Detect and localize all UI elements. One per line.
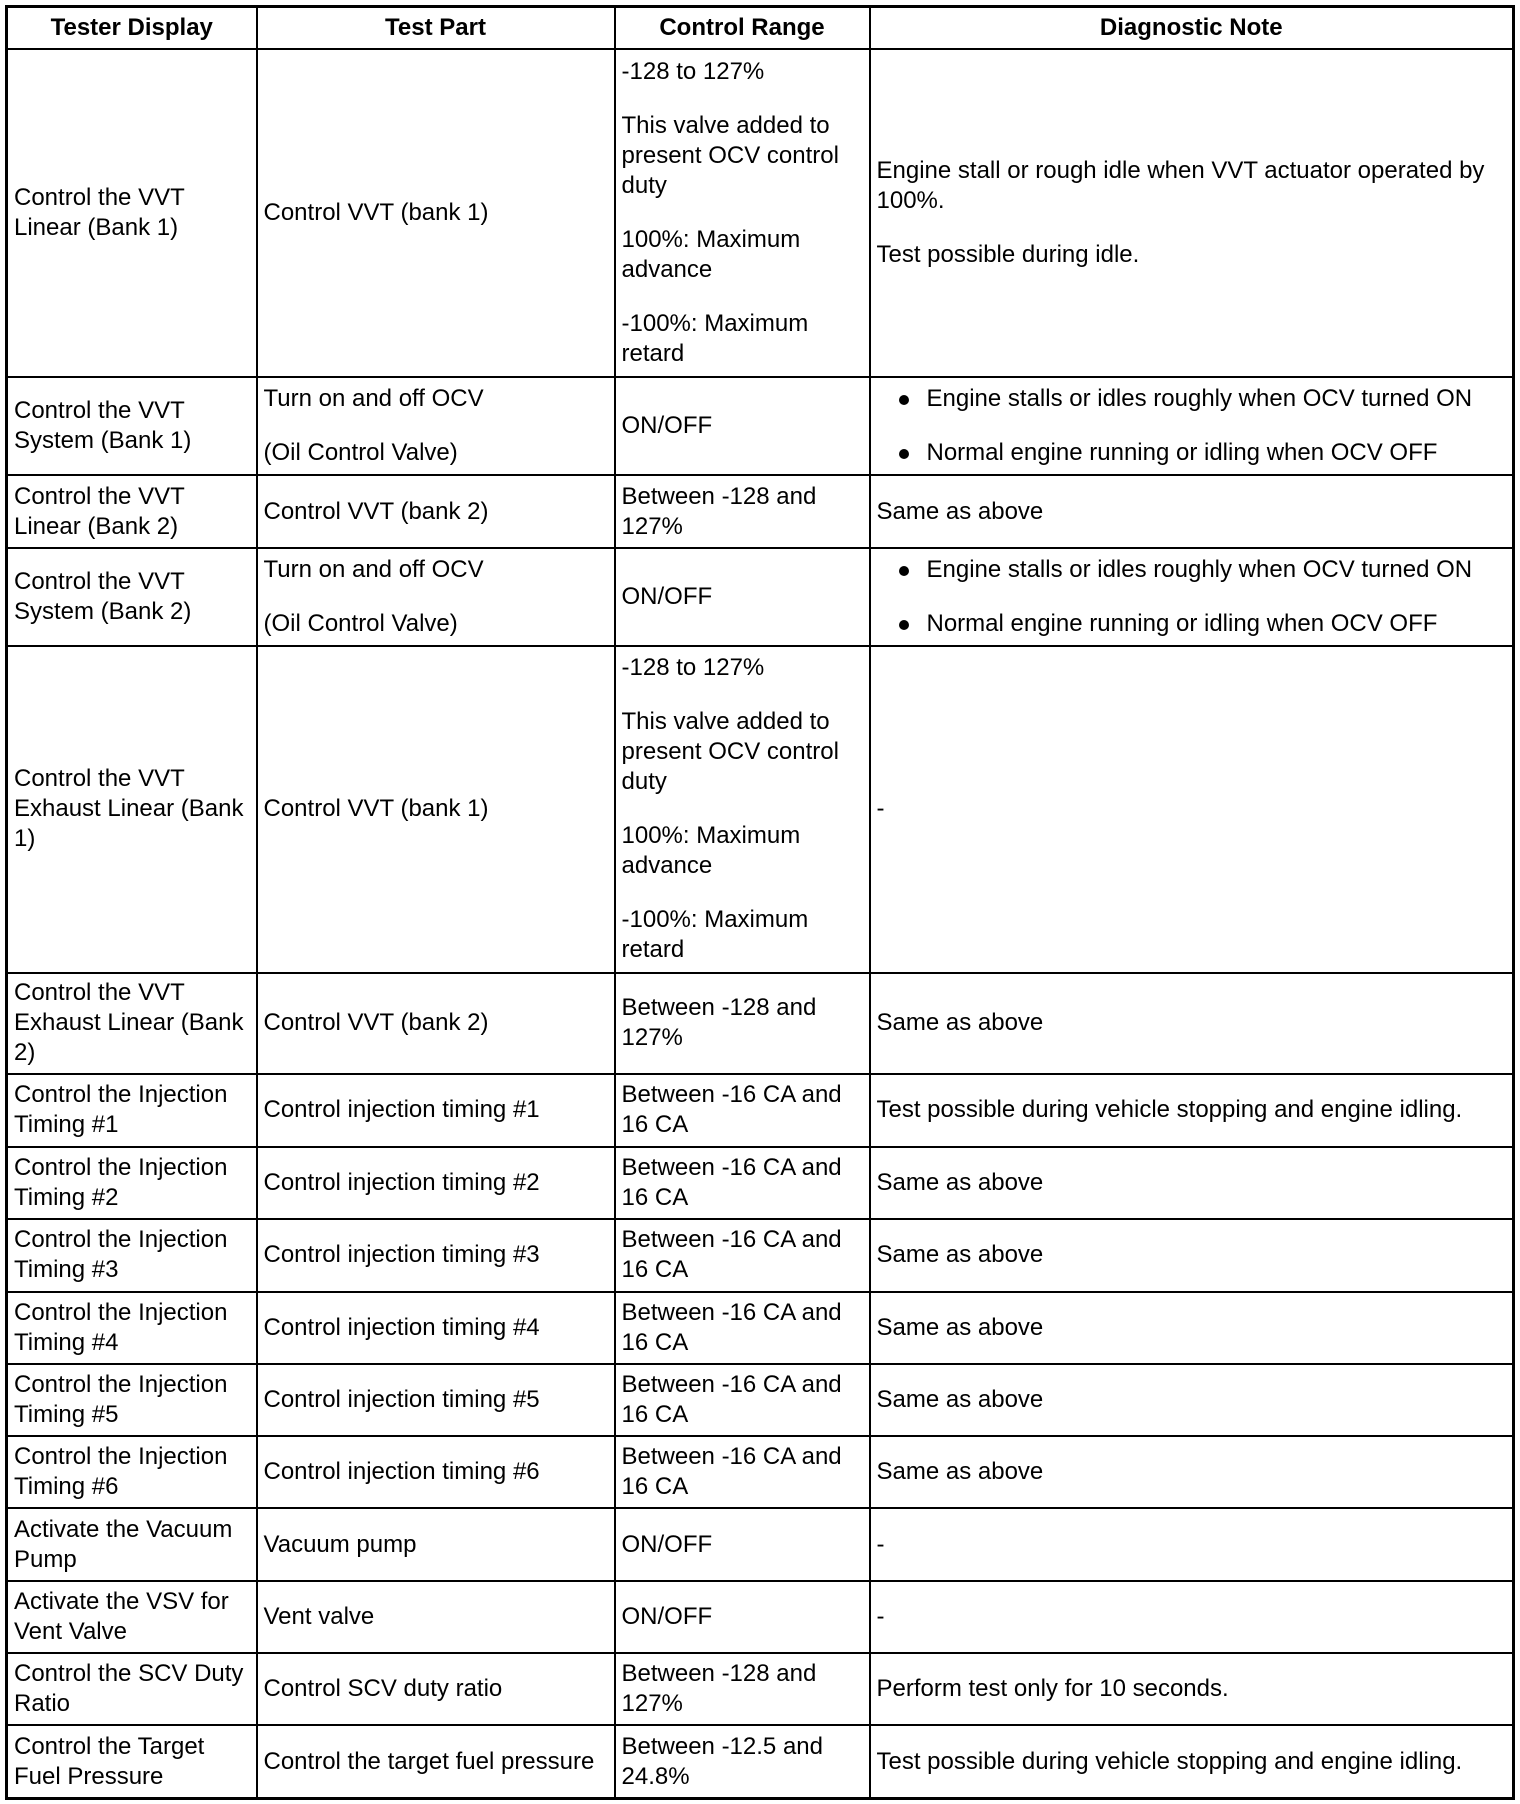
cell-tester-display: Control the VVT System (Bank 1) <box>7 377 257 475</box>
text: Test possible during vehicle stopping and engine idling. <box>876 1096 1463 1124</box>
text: ON/OFF <box>621 582 713 610</box>
text: This valve added to present OCV control duty <box>621 708 839 796</box>
cell-tester-display: Control the VVT Linear (Bank 1) <box>7 49 257 377</box>
text: (Oil Control Valve) <box>263 439 458 467</box>
cell-control-range <box>615 646 870 973</box>
cell-test-part <box>257 1581 615 1653</box>
text: 100%: Maximum advance <box>621 226 801 284</box>
cell-test-part <box>257 973 615 1074</box>
table-row <box>7 475 1514 548</box>
cell-test-part <box>257 1292 615 1364</box>
text: Control injection timing #1 <box>263 1096 540 1124</box>
cell-test-part <box>257 548 615 645</box>
header-control-range: Control Range <box>615 7 870 50</box>
active-test-table <box>5 5 1515 1800</box>
cell-diagnostic-note <box>870 1364 1514 1436</box>
cell-test-part <box>257 1364 615 1436</box>
table-row <box>7 1147 1514 1219</box>
cell-tester-display: Control the Injection Timing #4 <box>7 1292 257 1364</box>
text: Between -16 CA and 16 CA <box>621 1443 842 1501</box>
header-test-part: Test Part <box>257 7 615 50</box>
cell-diagnostic-note <box>870 646 1514 973</box>
text: Between -16 CA and 16 CA <box>621 1299 842 1357</box>
cell-control-range <box>615 973 870 1074</box>
cell-diagnostic-note <box>870 1581 1514 1653</box>
text: Same as above <box>876 1168 1044 1196</box>
table-row <box>7 1725 1514 1798</box>
header-tester-display: Tester Display <box>7 7 257 50</box>
cell-tester-display: Control the VVT Exhaust Linear (Bank 2) <box>7 973 257 1074</box>
text: Vent valve <box>263 1603 375 1631</box>
cell-diagnostic-note <box>870 1219 1514 1292</box>
text: - <box>876 795 885 823</box>
text: Control injection timing #2 <box>263 1168 540 1196</box>
text: Control injection timing #6 <box>263 1458 540 1486</box>
table-row <box>7 1219 1514 1292</box>
table-row <box>7 1074 1514 1147</box>
cell-tester-display: Control the Target Fuel Pressure <box>7 1725 257 1798</box>
text: Control SCV duty ratio <box>263 1675 503 1703</box>
cell-test-part <box>257 1436 615 1508</box>
cell-control-range <box>615 1147 870 1219</box>
bullet-list <box>877 384 1507 468</box>
text: ON/OFF <box>621 412 713 440</box>
table-row <box>7 1653 1514 1725</box>
cell-tester-display: Control the Injection Timing #3 <box>7 1219 257 1292</box>
table-row <box>7 548 1514 645</box>
cell-control-range <box>615 1219 870 1292</box>
header-diagnostic-note: Diagnostic Note <box>870 7 1514 50</box>
cell-test-part <box>257 1219 615 1292</box>
text: Same as above <box>876 1314 1044 1342</box>
bullet-item: Normal engine running or idling when OCV OFF <box>877 438 1507 468</box>
text: Control VVT (bank 1) <box>263 795 489 823</box>
text: Between -16 CA and 16 CA <box>621 1226 842 1284</box>
cell-test-part <box>257 1725 615 1798</box>
cell-diagnostic-note <box>870 377 1514 475</box>
text: Test possible during vehicle stopping and engine idling. <box>876 1747 1463 1775</box>
cell-tester-display: Control the VVT Linear (Bank 2) <box>7 475 257 548</box>
bullet-item: Engine stalls or idles roughly when OCV turned ON <box>877 384 1507 414</box>
text: - <box>876 1603 885 1631</box>
cell-tester-display: Activate the Vacuum Pump <box>7 1508 257 1581</box>
cell-diagnostic-note <box>870 1436 1514 1508</box>
cell-tester-display: Control the Injection Timing #5 <box>7 1364 257 1436</box>
text: Control VVT (bank 2) <box>263 1009 489 1037</box>
text: Control VVT (bank 1) <box>263 199 489 227</box>
cell-test-part <box>257 475 615 548</box>
table-row <box>7 1436 1514 1508</box>
cell-control-range <box>615 49 870 377</box>
text: 100%: Maximum advance <box>621 822 801 880</box>
text: - <box>876 1530 885 1558</box>
text: Turn on and off OCV <box>263 555 484 583</box>
text: Engine stall or rough idle when VVT actuator operated by 100%. <box>876 157 1485 215</box>
cell-control-range <box>615 1074 870 1147</box>
table-row <box>7 1292 1514 1364</box>
cell-test-part <box>257 1508 615 1581</box>
text: ON/OFF <box>621 1603 713 1631</box>
text: Same as above <box>876 497 1044 525</box>
text: Between -128 and 127% <box>621 994 817 1052</box>
cell-tester-display: Control the SCV Duty Ratio <box>7 1653 257 1725</box>
cell-tester-display: Activate the VSV for Vent Valve <box>7 1581 257 1653</box>
text: -100%: Maximum retard <box>621 310 809 368</box>
text: Same as above <box>876 1386 1044 1414</box>
text: -128 to 127% <box>621 654 765 682</box>
cell-control-range <box>615 1292 870 1364</box>
cell-diagnostic-note <box>870 1508 1514 1581</box>
table-row <box>7 49 1514 377</box>
cell-tester-display: Control the VVT Exhaust Linear (Bank 1) <box>7 646 257 973</box>
text: -128 to 127% <box>621 58 765 86</box>
text: Between -16 CA and 16 CA <box>621 1371 842 1429</box>
bullet-item: Normal engine running or idling when OCV OFF <box>877 609 1507 639</box>
cell-diagnostic-note <box>870 1725 1514 1798</box>
text: ON/OFF <box>621 1530 713 1558</box>
cell-test-part <box>257 646 615 973</box>
text: -100%: Maximum retard <box>621 906 809 964</box>
table-row <box>7 1508 1514 1581</box>
cell-control-range <box>615 1364 870 1436</box>
cell-test-part <box>257 1147 615 1219</box>
text: Between -12.5 and 24.8% <box>621 1732 823 1790</box>
cell-diagnostic-note <box>870 548 1514 645</box>
cell-diagnostic-note <box>870 1074 1514 1147</box>
text: Same as above <box>876 1009 1044 1037</box>
text: Vacuum pump <box>263 1530 417 1558</box>
cell-tester-display: Control the Injection Timing #1 <box>7 1074 257 1147</box>
cell-control-range <box>615 475 870 548</box>
cell-tester-display: Control the VVT System (Bank 2) <box>7 548 257 645</box>
cell-diagnostic-note <box>870 49 1514 377</box>
text: Turn on and off OCV <box>263 385 484 413</box>
bullet-item: Engine stalls or idles roughly when OCV turned ON <box>877 555 1507 585</box>
table-row <box>7 377 1514 475</box>
cell-diagnostic-note <box>870 973 1514 1074</box>
cell-test-part <box>257 49 615 377</box>
cell-test-part <box>257 1653 615 1725</box>
text: Between -128 and 127% <box>621 482 817 540</box>
table-row <box>7 1581 1514 1653</box>
cell-control-range <box>615 377 870 475</box>
cell-tester-display: Control the Injection Timing #2 <box>7 1147 257 1219</box>
text: Perform test only for 10 seconds. <box>876 1675 1229 1703</box>
cell-tester-display: Control the Injection Timing #6 <box>7 1436 257 1508</box>
text: Control injection timing #3 <box>263 1241 540 1269</box>
cell-diagnostic-note <box>870 1292 1514 1364</box>
cell-diagnostic-note <box>870 1653 1514 1725</box>
text: Between -16 CA and 16 CA <box>621 1081 842 1139</box>
cell-control-range <box>615 548 870 645</box>
text: Same as above <box>876 1458 1044 1486</box>
text: Control injection timing #5 <box>263 1386 540 1414</box>
cell-test-part <box>257 1074 615 1147</box>
table-row <box>7 973 1514 1074</box>
cell-test-part <box>257 377 615 475</box>
cell-diagnostic-note <box>870 1147 1514 1219</box>
text: (Oil Control Valve) <box>263 609 458 637</box>
text: Between -128 and 127% <box>621 1660 817 1718</box>
text: Control VVT (bank 2) <box>263 497 489 525</box>
text: Control the target fuel pressure <box>263 1747 595 1775</box>
text: This valve added to present OCV control duty <box>621 112 839 200</box>
text: Test possible during idle. <box>876 241 1140 269</box>
cell-control-range <box>615 1508 870 1581</box>
cell-control-range <box>615 1653 870 1725</box>
bullet-list <box>877 555 1507 639</box>
cell-control-range <box>615 1725 870 1798</box>
text: Control injection timing #4 <box>263 1314 540 1342</box>
header-row <box>7 7 1514 50</box>
table-row <box>7 646 1514 973</box>
table-row <box>7 1364 1514 1436</box>
text: Between -16 CA and 16 CA <box>621 1153 842 1211</box>
cell-diagnostic-note <box>870 475 1514 548</box>
cell-control-range <box>615 1581 870 1653</box>
text: Same as above <box>876 1241 1044 1269</box>
cell-control-range <box>615 1436 870 1508</box>
